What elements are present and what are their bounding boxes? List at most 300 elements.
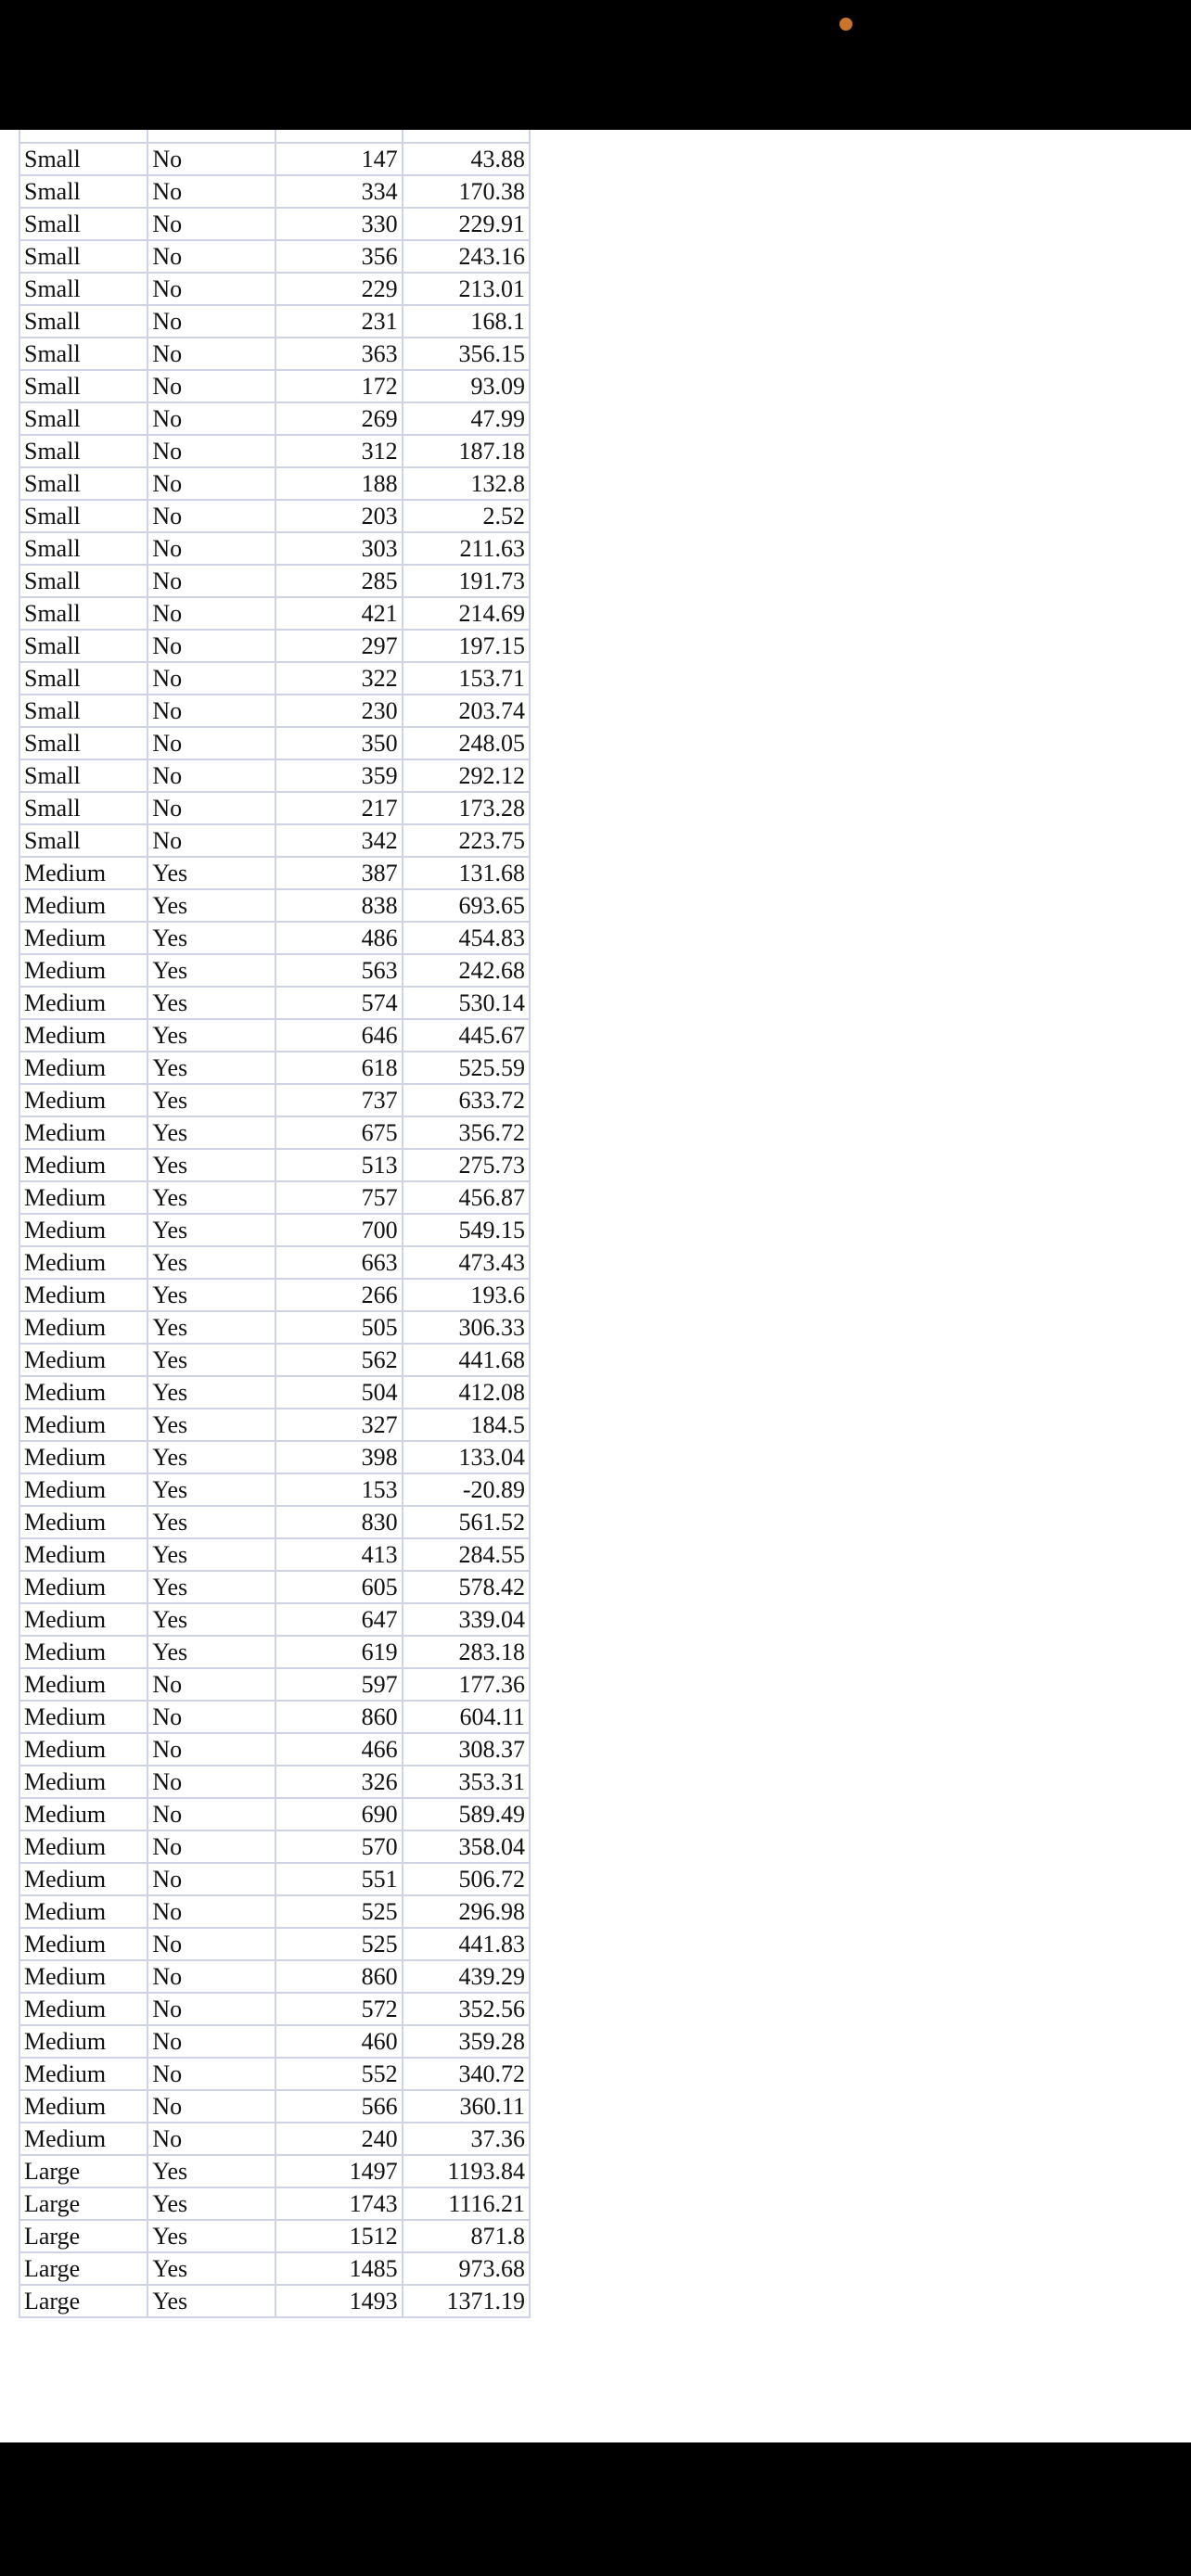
spreadsheet-grid[interactable] <box>19 130 531 2442</box>
table-cell[interactable]: 93.09 <box>403 370 530 402</box>
table-cell[interactable]: 297 <box>275 630 403 662</box>
table-cell[interactable]: 173.28 <box>403 792 530 824</box>
table-cell[interactable]: 387 <box>275 857 403 889</box>
table-cell[interactable] <box>403 130 530 143</box>
table-cell[interactable]: Medium <box>19 1279 147 1311</box>
table-cell[interactable]: Small <box>19 630 147 662</box>
table-cell[interactable]: 353.31 <box>403 1766 530 1798</box>
table-cell[interactable]: 574 <box>275 987 403 1019</box>
table-cell[interactable]: 172 <box>275 370 403 402</box>
table-cell[interactable]: Small <box>19 662 147 695</box>
table-cell[interactable]: 552 <box>275 2058 403 2090</box>
table-cell[interactable]: Large <box>19 2252 147 2285</box>
table-cell[interactable]: Medium <box>19 1766 147 1798</box>
table-cell[interactable]: 193.6 <box>403 1279 530 1311</box>
table-cell[interactable]: Yes <box>147 922 275 954</box>
table-cell[interactable]: 549.15 <box>403 1214 530 1246</box>
table-cell[interactable]: 266 <box>275 1279 403 1311</box>
table-cell[interactable]: 1493 <box>275 2285 403 2317</box>
table-cell[interactable]: 473.43 <box>403 1246 530 1279</box>
table-cell[interactable]: 177.36 <box>403 1668 530 1701</box>
table-cell[interactable]: No <box>147 208 275 240</box>
table-cell[interactable]: 700 <box>275 1214 403 1246</box>
table-cell[interactable]: No <box>147 1928 275 1960</box>
table-cell[interactable]: Small <box>19 792 147 824</box>
table-cell[interactable]: 830 <box>275 1506 403 1538</box>
table-cell[interactable]: Yes <box>147 889 275 922</box>
table-cell[interactable]: Yes <box>147 1344 275 1376</box>
table-cell[interactable]: 358.04 <box>403 1830 530 1863</box>
table-cell[interactable]: Yes <box>147 1149 275 1181</box>
table-row <box>19 1636 530 1668</box>
table-cell[interactable]: 1193.84 <box>403 2155 530 2187</box>
camera-indicator-icon <box>839 18 852 31</box>
table-cell[interactable]: 132.8 <box>403 467 530 500</box>
table-cell[interactable]: 1743 <box>275 2187 403 2220</box>
table-cell[interactable]: 1512 <box>275 2220 403 2252</box>
table-cell[interactable]: 562 <box>275 1344 403 1376</box>
table-cell[interactable]: 363 <box>275 338 403 370</box>
table-cell[interactable]: 570 <box>275 1830 403 1863</box>
table-cell[interactable] <box>275 130 403 143</box>
table-cell[interactable]: No <box>147 402 275 435</box>
table-row <box>19 532 530 565</box>
table-cell[interactable]: Medium <box>19 1506 147 1538</box>
status-bar <box>0 0 1191 130</box>
table-cell[interactable]: 356 <box>275 240 403 273</box>
table-cell[interactable]: 563 <box>275 954 403 987</box>
table-cell[interactable]: 342 <box>275 824 403 857</box>
table-cell[interactable]: No <box>147 662 275 695</box>
table-cell[interactable]: No <box>147 565 275 597</box>
table-cell[interactable]: 184.5 <box>403 1409 530 1441</box>
table-cell[interactable]: Medium <box>19 1344 147 1376</box>
table-cell[interactable]: 303 <box>275 532 403 565</box>
table-cell[interactable]: Yes <box>147 1441 275 1473</box>
table-cell[interactable]: Small <box>19 402 147 435</box>
table-cell[interactable]: 147 <box>275 143 403 175</box>
table-cell[interactable]: Medium <box>19 1538 147 1571</box>
table-cell[interactable]: 1497 <box>275 2155 403 2187</box>
table-cell[interactable]: Yes <box>147 2155 275 2187</box>
table-cell[interactable]: 646 <box>275 1019 403 1052</box>
table-row <box>19 1311 530 1344</box>
table-cell[interactable]: Small <box>19 500 147 532</box>
table-cell[interactable]: 334 <box>275 175 403 208</box>
table-cell[interactable]: Medium <box>19 2090 147 2123</box>
table-row <box>19 500 530 532</box>
table-row <box>19 889 530 922</box>
table-cell[interactable]: No <box>147 1701 275 1733</box>
table-cell[interactable]: Yes <box>147 1246 275 1279</box>
table-row <box>19 987 530 1019</box>
table-cell[interactable]: 675 <box>275 1116 403 1149</box>
table-cell[interactable]: Medium <box>19 1863 147 1895</box>
table-cell[interactable]: Small <box>19 727 147 759</box>
table-cell[interactable]: Yes <box>147 987 275 1019</box>
table-cell[interactable]: 203.74 <box>403 695 530 727</box>
table-cell[interactable]: Yes <box>147 2220 275 2252</box>
table-cell[interactable]: Medium <box>19 1571 147 1603</box>
table-cell[interactable]: No <box>147 500 275 532</box>
table-cell[interactable]: Small <box>19 370 147 402</box>
table-cell[interactable]: Yes <box>147 2187 275 2220</box>
table-cell[interactable]: Yes <box>147 1019 275 1052</box>
table-cell[interactable]: Small <box>19 143 147 175</box>
table-cell[interactable]: Small <box>19 305 147 338</box>
table-cell[interactable]: Medium <box>19 2123 147 2155</box>
table-cell[interactable]: 269 <box>275 402 403 435</box>
table-cell[interactable]: Yes <box>147 1376 275 1409</box>
table-cell[interactable]: Large <box>19 2187 147 2220</box>
table-cell[interactable]: Medium <box>19 1993 147 2025</box>
table-cell[interactable]: 441.68 <box>403 1344 530 1376</box>
table-cell[interactable]: No <box>147 1668 275 1701</box>
table-cell[interactable]: 188 <box>275 467 403 500</box>
table-cell[interactable]: 439.29 <box>403 1960 530 1993</box>
table-cell[interactable]: Small <box>19 240 147 273</box>
table-cell[interactable]: Yes <box>147 1603 275 1636</box>
table-cell[interactable]: 693.65 <box>403 889 530 922</box>
table-cell[interactable]: 398 <box>275 1441 403 1473</box>
table-cell[interactable]: 37.36 <box>403 2123 530 2155</box>
table-row <box>19 2155 530 2187</box>
table-cell[interactable]: Yes <box>147 1052 275 1084</box>
table-row <box>19 1571 530 1603</box>
table-cell[interactable]: 860 <box>275 1960 403 1993</box>
table-cell[interactable]: Medium <box>19 922 147 954</box>
table-cell[interactable]: 275.73 <box>403 1149 530 1181</box>
table-cell[interactable]: 191.73 <box>403 565 530 597</box>
table-cell[interactable]: Medium <box>19 1311 147 1344</box>
table-cell[interactable]: No <box>147 727 275 759</box>
table-cell[interactable]: Small <box>19 435 147 467</box>
table-cell[interactable]: 504 <box>275 1376 403 1409</box>
table-cell[interactable]: 578.42 <box>403 1571 530 1603</box>
table-cell[interactable]: Medium <box>19 1441 147 1473</box>
table-cell[interactable]: 170.38 <box>403 175 530 208</box>
table-cell[interactable]: 525.59 <box>403 1052 530 1084</box>
table-row <box>19 208 530 240</box>
table-cell[interactable]: 308.37 <box>403 1733 530 1766</box>
table-cell[interactable]: No <box>147 792 275 824</box>
table-cell[interactable]: No <box>147 467 275 500</box>
table-cell[interactable]: Small <box>19 532 147 565</box>
table-cell[interactable]: No <box>147 370 275 402</box>
table-row <box>19 1149 530 1181</box>
table-cell[interactable]: Medium <box>19 1116 147 1149</box>
table-cell[interactable]: Yes <box>147 1214 275 1246</box>
table-cell[interactable]: 339.04 <box>403 1603 530 1636</box>
table-row <box>19 1895 530 1928</box>
table-row <box>19 2058 530 2090</box>
table-cell[interactable]: Medium <box>19 1376 147 1409</box>
table-cell[interactable]: Medium <box>19 1409 147 1441</box>
table-cell[interactable]: Medium <box>19 1181 147 1214</box>
table-cell[interactable]: 551 <box>275 1863 403 1895</box>
table-cell[interactable]: Medium <box>19 1473 147 1506</box>
table-cell[interactable]: No <box>147 2123 275 2155</box>
table-cell[interactable]: Medium <box>19 954 147 987</box>
table-cell[interactable]: 133.04 <box>403 1441 530 1473</box>
table-cell[interactable]: 285 <box>275 565 403 597</box>
table-cell[interactable]: 572 <box>275 1993 403 2025</box>
table-cell[interactable]: No <box>147 175 275 208</box>
table-cell[interactable]: 737 <box>275 1084 403 1116</box>
table-cell[interactable]: 327 <box>275 1409 403 1441</box>
table-cell[interactable]: 506.72 <box>403 1863 530 1895</box>
table-cell[interactable]: 168.1 <box>403 305 530 338</box>
data-table <box>19 130 531 2318</box>
table-cell[interactable]: 1116.21 <box>403 2187 530 2220</box>
table-cell[interactable]: No <box>147 1798 275 1830</box>
table-cell[interactable]: Medium <box>19 1019 147 1052</box>
table-row <box>19 1960 530 1993</box>
table-row <box>19 1506 530 1538</box>
table-cell[interactable]: 240 <box>275 2123 403 2155</box>
table-cell[interactable]: Medium <box>19 1668 147 1701</box>
table-cell[interactable]: 973.68 <box>403 2252 530 2285</box>
table-cell[interactable]: 230 <box>275 695 403 727</box>
table-row <box>19 1279 530 1311</box>
table-cell[interactable]: 513 <box>275 1149 403 1181</box>
table-cell[interactable]: 597 <box>275 1668 403 1701</box>
table-cell[interactable]: 153 <box>275 1473 403 1506</box>
table-cell[interactable]: No <box>147 695 275 727</box>
table-cell[interactable]: Small <box>19 467 147 500</box>
table-cell[interactable]: 838 <box>275 889 403 922</box>
table-cell[interactable]: 356.15 <box>403 338 530 370</box>
table-cell[interactable]: Yes <box>147 954 275 987</box>
table-cell[interactable]: 292.12 <box>403 759 530 792</box>
table-cell[interactable]: No <box>147 1993 275 2025</box>
table-cell[interactable]: Yes <box>147 1473 275 1506</box>
table-cell[interactable]: Yes <box>147 1571 275 1603</box>
table-cell[interactable]: 217 <box>275 792 403 824</box>
table-cell[interactable]: 456.87 <box>403 1181 530 1214</box>
table-row <box>19 695 530 727</box>
table-cell[interactable]: 871.8 <box>403 2220 530 2252</box>
table-cell[interactable]: Large <box>19 2285 147 2317</box>
table-cell[interactable]: 589.49 <box>403 1798 530 1830</box>
table-cell[interactable]: No <box>147 1895 275 1928</box>
table-cell[interactable]: Medium <box>19 889 147 922</box>
table-cell[interactable]: Small <box>19 565 147 597</box>
table-cell[interactable]: 460 <box>275 2025 403 2058</box>
table-cell[interactable]: 248.05 <box>403 727 530 759</box>
table-cell[interactable]: No <box>147 1766 275 1798</box>
table-cell[interactable]: No <box>147 824 275 857</box>
table-cell[interactable]: 284.55 <box>403 1538 530 1571</box>
table-cell[interactable]: Small <box>19 695 147 727</box>
table-cell[interactable]: 605 <box>275 1571 403 1603</box>
table-cell[interactable]: No <box>147 273 275 305</box>
table-cell[interactable]: 757 <box>275 1181 403 1214</box>
table-cell[interactable]: 454.83 <box>403 922 530 954</box>
table-cell[interactable]: 131.68 <box>403 857 530 889</box>
table-cell[interactable]: 242.68 <box>403 954 530 987</box>
table-cell[interactable]: 663 <box>275 1246 403 1279</box>
table-cell[interactable]: 352.56 <box>403 1993 530 2025</box>
table-cell[interactable]: 412.08 <box>403 1376 530 1409</box>
table-cell[interactable]: Yes <box>147 1538 275 1571</box>
table-cell[interactable]: Medium <box>19 1798 147 1830</box>
table-cell[interactable]: Small <box>19 759 147 792</box>
table-cell[interactable]: 530.14 <box>403 987 530 1019</box>
table-cell[interactable]: 690 <box>275 1798 403 1830</box>
table-cell[interactable]: 340.72 <box>403 2058 530 2090</box>
table-row <box>19 2187 530 2220</box>
table-cell[interactable]: 296.98 <box>403 1895 530 1928</box>
table-cell[interactable]: 1485 <box>275 2252 403 2285</box>
table-cell[interactable]: Yes <box>147 2252 275 2285</box>
table-row <box>19 824 530 857</box>
table-cell[interactable]: 229 <box>275 273 403 305</box>
table-cell[interactable]: 360.11 <box>403 2090 530 2123</box>
table-cell[interactable]: No <box>147 1830 275 1863</box>
table-cell[interactable]: 561.52 <box>403 1506 530 1538</box>
table-cell[interactable]: Medium <box>19 1830 147 1863</box>
table-cell[interactable]: No <box>147 143 275 175</box>
table-cell[interactable]: 330 <box>275 208 403 240</box>
table-cell[interactable]: No <box>147 1733 275 1766</box>
table-cell[interactable]: 860 <box>275 1701 403 1733</box>
table-cell[interactable]: 619 <box>275 1636 403 1668</box>
table-cell[interactable]: Yes <box>147 1116 275 1149</box>
table-cell[interactable]: 505 <box>275 1311 403 1344</box>
table-cell[interactable]: 2.52 <box>403 500 530 532</box>
table-cell[interactable]: Medium <box>19 2025 147 2058</box>
table-cell[interactable]: 243.16 <box>403 240 530 273</box>
table-cell[interactable]: Medium <box>19 1733 147 1766</box>
table-cell[interactable]: 441.83 <box>403 1928 530 1960</box>
table-cell[interactable]: No <box>147 597 275 630</box>
table-cell[interactable]: No <box>147 338 275 370</box>
table-cell[interactable]: Medium <box>19 1603 147 1636</box>
table-cell[interactable]: Medium <box>19 1149 147 1181</box>
table-cell[interactable]: No <box>147 240 275 273</box>
table-cell[interactable]: Yes <box>147 857 275 889</box>
table-cell[interactable]: No <box>147 2058 275 2090</box>
table-cell[interactable]: Small <box>19 824 147 857</box>
table-cell[interactable]: 283.18 <box>403 1636 530 1668</box>
table-cell[interactable]: Large <box>19 2155 147 2187</box>
table-cell[interactable]: No <box>147 2025 275 2058</box>
table-row <box>19 727 530 759</box>
table-cell[interactable]: 356.72 <box>403 1116 530 1149</box>
table-cell[interactable]: 350 <box>275 727 403 759</box>
table-row <box>19 273 530 305</box>
table-cell[interactable]: 445.67 <box>403 1019 530 1052</box>
table-cell[interactable]: 312 <box>275 435 403 467</box>
table-cell[interactable]: Yes <box>147 1084 275 1116</box>
table-cell[interactable]: Medium <box>19 1214 147 1246</box>
table-cell[interactable]: 213.01 <box>403 273 530 305</box>
table-cell[interactable]: 604.11 <box>403 1701 530 1733</box>
table-cell[interactable]: -20.89 <box>403 1473 530 1506</box>
table-cell[interactable]: No <box>147 1863 275 1895</box>
table-row <box>19 2220 530 2252</box>
table-cell[interactable]: Yes <box>147 1506 275 1538</box>
table-cell[interactable]: No <box>147 532 275 565</box>
table-cell[interactable]: No <box>147 630 275 662</box>
table-cell[interactable]: Yes <box>147 1409 275 1441</box>
table-cell[interactable]: Small <box>19 273 147 305</box>
table-cell[interactable]: 322 <box>275 662 403 695</box>
table-row <box>19 2285 530 2317</box>
table-cell[interactable]: 633.72 <box>403 1084 530 1116</box>
table-cell[interactable]: Medium <box>19 1084 147 1116</box>
table-cell[interactable]: Medium <box>19 987 147 1019</box>
table-cell[interactable]: 197.15 <box>403 630 530 662</box>
table-cell[interactable]: No <box>147 435 275 467</box>
table-cell[interactable]: No <box>147 305 275 338</box>
table-cell[interactable]: 421 <box>275 597 403 630</box>
table-cell[interactable]: 187.18 <box>403 435 530 467</box>
table-cell[interactable]: 306.33 <box>403 1311 530 1344</box>
table-cell[interactable]: 211.63 <box>403 532 530 565</box>
table-cell[interactable]: 1371.19 <box>403 2285 530 2317</box>
table-cell[interactable]: 214.69 <box>403 597 530 630</box>
table-cell[interactable]: 326 <box>275 1766 403 1798</box>
table-cell[interactable]: Medium <box>19 1960 147 1993</box>
table-cell[interactable]: Small <box>19 208 147 240</box>
table-cell[interactable]: Small <box>19 597 147 630</box>
table-cell[interactable]: Medium <box>19 1928 147 1960</box>
table-cell[interactable]: 566 <box>275 2090 403 2123</box>
table-cell[interactable]: 231 <box>275 305 403 338</box>
table-cell[interactable]: Medium <box>19 1636 147 1668</box>
table-cell[interactable] <box>147 130 275 143</box>
table-cell[interactable]: No <box>147 2090 275 2123</box>
table-cell[interactable]: Yes <box>147 1181 275 1214</box>
table-cell[interactable]: Small <box>19 338 147 370</box>
table-row <box>19 1603 530 1636</box>
table-cell[interactable]: No <box>147 1960 275 1993</box>
table-cell[interactable]: 413 <box>275 1538 403 1571</box>
table-cell[interactable]: 359 <box>275 759 403 792</box>
table-cell[interactable]: Large <box>19 2220 147 2252</box>
table-cell[interactable]: 618 <box>275 1052 403 1084</box>
table-cell[interactable]: Small <box>19 175 147 208</box>
table-cell[interactable]: Medium <box>19 2058 147 2090</box>
table-row <box>19 1538 530 1571</box>
table-cell[interactable]: 359.28 <box>403 2025 530 2058</box>
table-cell[interactable]: 229.91 <box>403 208 530 240</box>
table-cell[interactable]: 647 <box>275 1603 403 1636</box>
table-cell[interactable]: Medium <box>19 1895 147 1928</box>
table-cell[interactable] <box>19 130 147 143</box>
table-cell[interactable]: 525 <box>275 1928 403 1960</box>
table-cell[interactable]: Medium <box>19 1246 147 1279</box>
table-cell[interactable]: No <box>147 759 275 792</box>
table-cell[interactable]: Yes <box>147 1311 275 1344</box>
table-cell[interactable]: Medium <box>19 857 147 889</box>
table-cell[interactable]: Medium <box>19 1701 147 1733</box>
table-cell[interactable]: Yes <box>147 1636 275 1668</box>
table-cell[interactable]: Yes <box>147 1279 275 1311</box>
table-cell[interactable]: 43.88 <box>403 143 530 175</box>
table-cell[interactable]: 466 <box>275 1733 403 1766</box>
table-cell[interactable]: 47.99 <box>403 402 530 435</box>
table-cell[interactable]: 525 <box>275 1895 403 1928</box>
table-cell[interactable]: 486 <box>275 922 403 954</box>
table-cell[interactable]: 223.75 <box>403 824 530 857</box>
table-cell[interactable]: Medium <box>19 1052 147 1084</box>
table-cell[interactable]: 203 <box>275 500 403 532</box>
table-cell[interactable]: Yes <box>147 2285 275 2317</box>
table-cell[interactable]: 153.71 <box>403 662 530 695</box>
